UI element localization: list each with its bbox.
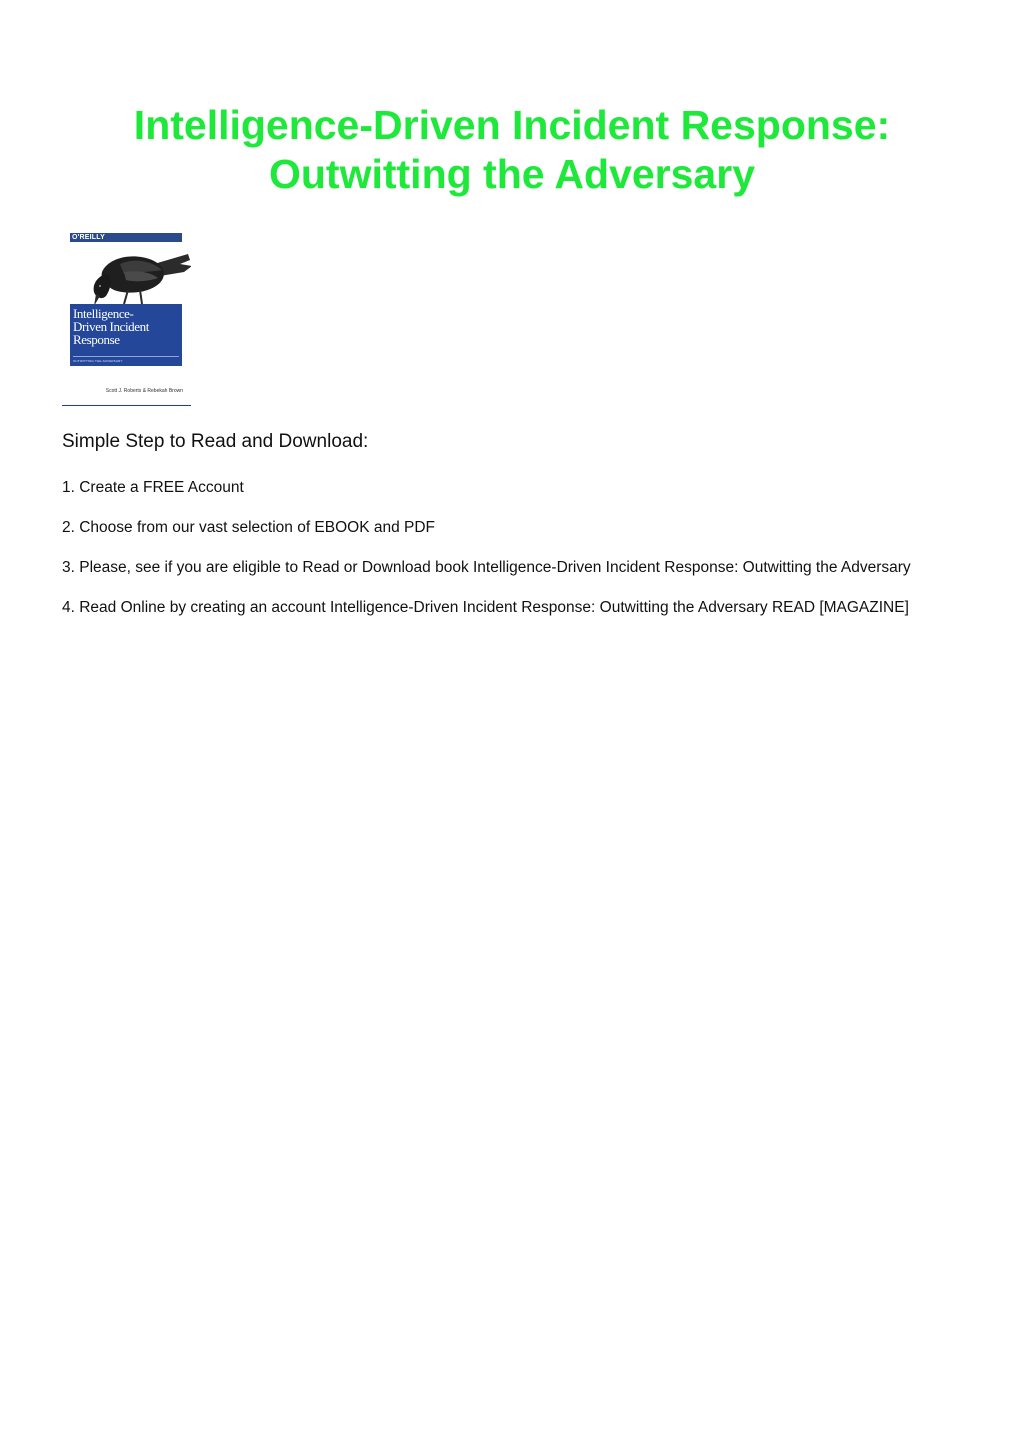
cover-divider — [73, 356, 179, 357]
cover-subtitle: OUTWITTING THE ADVERSARY — [73, 359, 123, 363]
steps-heading: Simple Step to Read and Download: — [62, 431, 369, 452]
steps-list — [62, 478, 942, 618]
step-item: 1. Create a FREE Account — [62, 479, 244, 496]
book-cover-link[interactable] — [62, 228, 191, 406]
step-item: 3. Please, see if you are eligible to Read or Download book Intelligence-Driven Incident Response: Outwitting the Adversary — [62, 559, 911, 576]
publisher-logo: O'REILLY — [72, 234, 105, 241]
cover-authors: Scott J. Roberts & Rebekah Brown — [105, 388, 183, 394]
cover-title-panel — [70, 304, 182, 366]
step-item: 4. Read Online by creating an account Intelligence-Driven Incident Response: Outwitting the Adversary READ [MAGAZINE] — [62, 599, 909, 616]
step-item: 2. Choose from our vast selection of EBOOK and PDF — [62, 519, 436, 536]
crow-illustration-icon — [84, 250, 191, 310]
book-cover-image — [62, 228, 191, 404]
page-title: Intelligence-Driven Incident Response: Outwitting the Adversary — [133, 102, 891, 197]
cover-book-title: Intelligence- Driven Incident Response — [73, 306, 149, 347]
publisher-bar — [70, 233, 182, 242]
